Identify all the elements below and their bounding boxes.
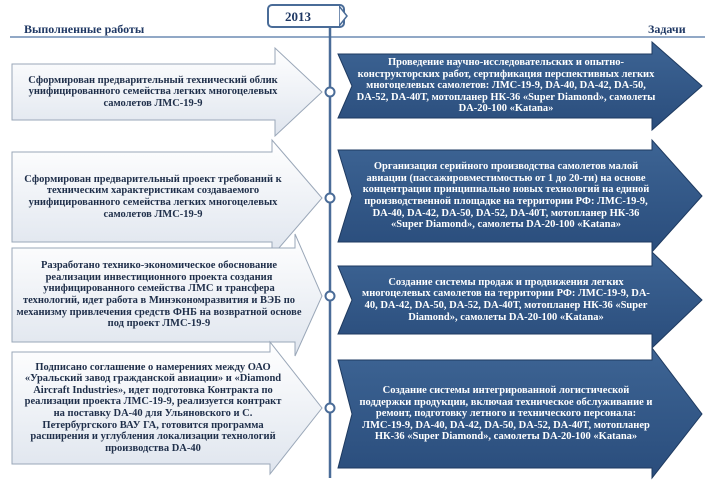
completed-works-heading: Выполненные работы [24,22,145,36]
completed-item-4: Подписано соглашение о намерениях между ОАО «Уральский завод гражданской авиации» и «Diamond Aircraft Industries», идет подготовка Контракта по реализации проекта ЛМС-19-9, реализуется контракт на поставку DA-40 для Ульяновского и С. Петербургского ВАУ ГА, готовится программа расширения и углубления локализации технологий производства DA-40 [24,361,282,454]
task-item-3: Создание системы продаж и продвижения легких многоцелевых самолетов на территории РФ: ЛМС-19-9, DA-40, DA-42, DA-50, DA-52, DA-40T, мотопланер НК-36 «Super Diamond», самолеты DA-20-100 «Katana» [362,276,650,323]
timeline-dot-1 [326,88,335,97]
completed-item-2: Сформирован предварительный проект требований к техническим характеристикам создаваемого унифицированного семейства легких многоцелевых самолетов ЛМС-19-9 [24,173,282,220]
task-item-2: Организация серийного производства самолетов малой авиации (пассажировместимостью от 1 до 20-ти) на основе концентрации принципиально новых технологий на единой производственной площадке на территории РФ: ЛМС-19-9, DA-40, DA-42, DA-50, DA-52, DA-40T, мотопланер НК-36 «Super Diamond», самолеты DA-20-100 «Katana» [362,161,650,231]
completed-item-3: Разработано технико-экономическое обоснование реализации инвестиционного проекта создания унифицированного семейства ЛМС и трансфера технологий, идет работа в Минэкономразвития и ВЭБ по механизму привлечения средств ФНБ на возвратной основе под проект ЛМС-19-9 [16,260,302,330]
timeline-dot-2 [326,194,335,203]
year-badge-tip [339,4,349,30]
timeline-dot-4 [326,404,335,413]
completed-item-1: Сформирован предварительный технический облик унифицированного семейства легких многоцелевых самолетов ЛМС-19-9 [28,74,278,109]
task-item-4: Создание системы интегрированной логистической поддержки продукции, включая техническое обслуживание и ремонт, подготовку летного и технического персонала: ЛМС-19-9, DA-40, DA-42, DA-50, DA-52, DA-40T, мотопланер НК-36 «Super Diamond», самолеты DA-20-100 «Katana» [359,385,653,443]
tasks-heading: Задачи [648,22,686,36]
task-item-1: Проведение научно-исследовательских и опытно-конструкторских работ, сертификация перспективных легких многоцелевых самолетов: ЛМС-19-9, DA-40, DA-42, DA-50, DA-52, DA-40T, мотопланер НК-36 «Super Diamond», самолеты DA-20-100 «Katana» [356,57,656,115]
year-label: 2013 [285,9,311,24]
timeline-dot-3 [326,292,335,301]
year-badge [267,4,345,28]
